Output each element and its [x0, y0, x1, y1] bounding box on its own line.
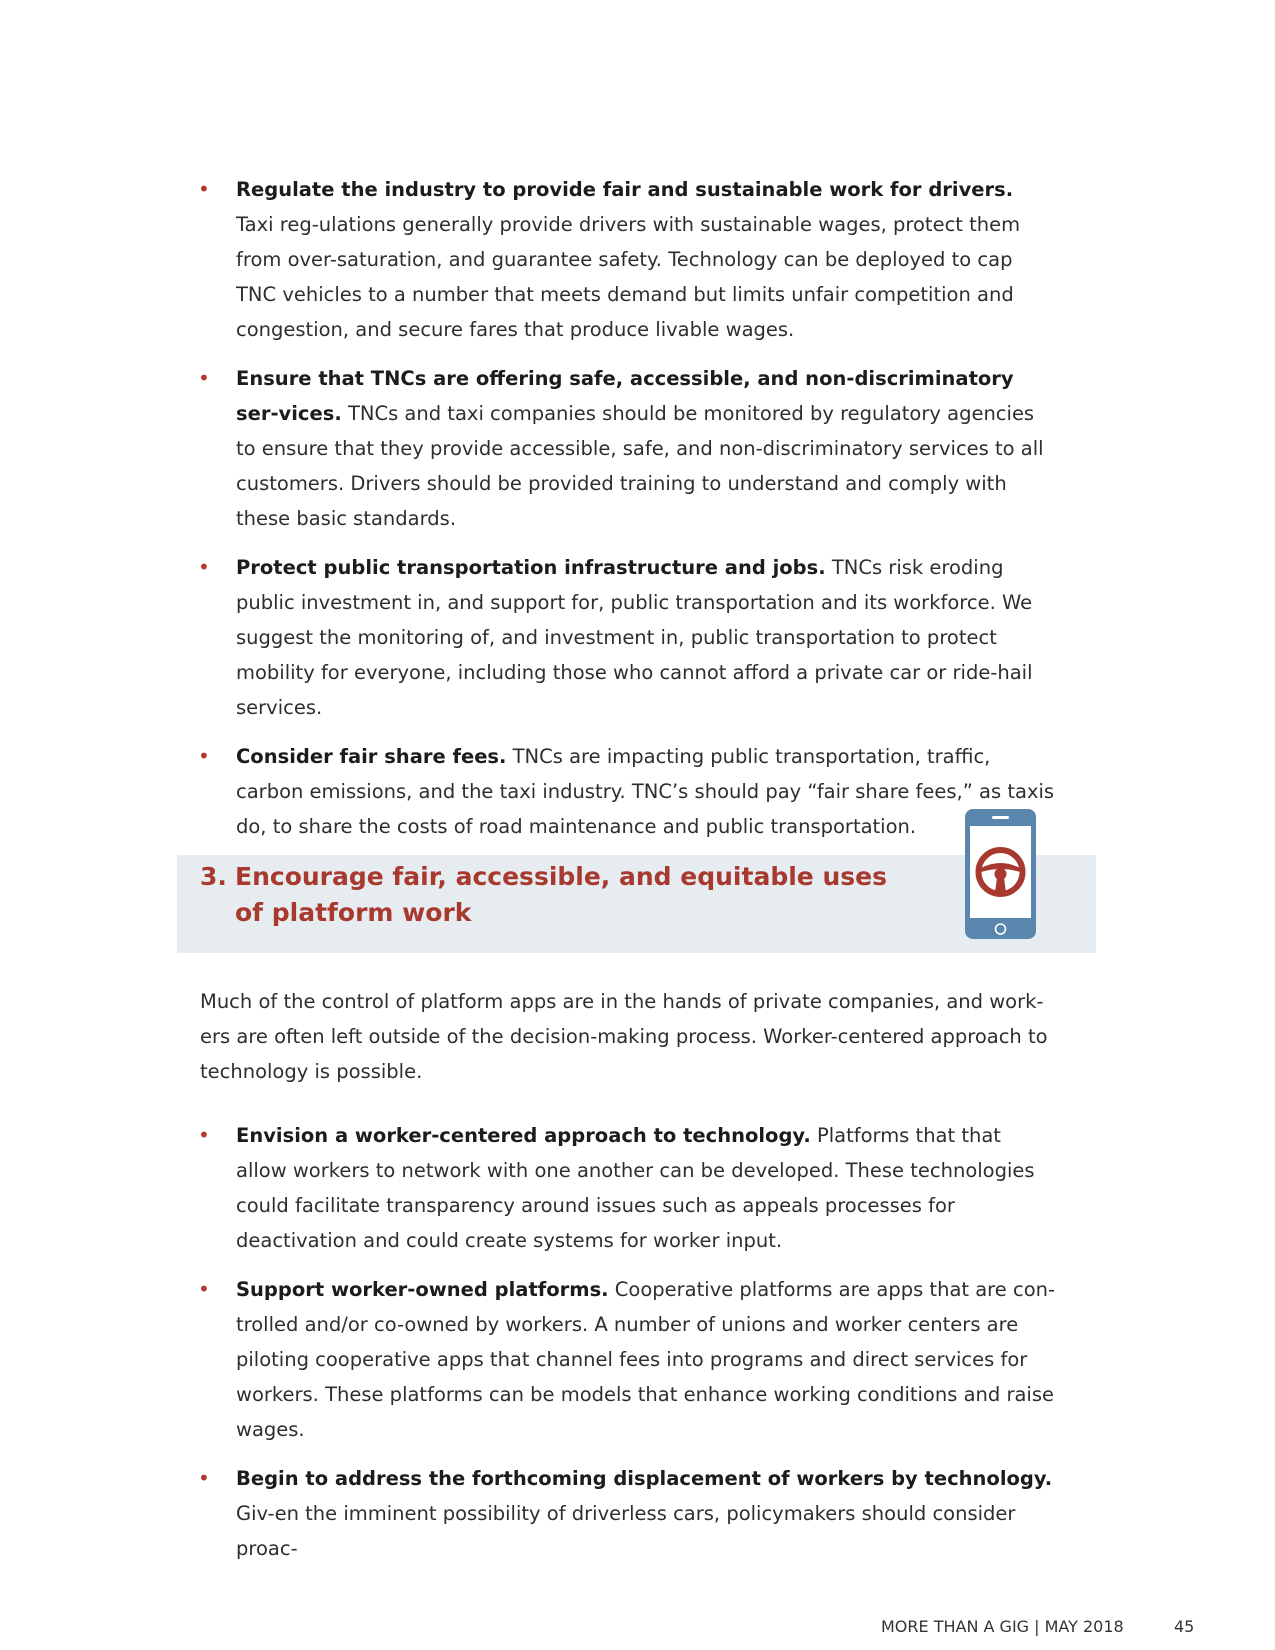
- bullet-icon: •: [198, 744, 210, 768]
- list-item: • Regulate the industry to provide fair and sustainable work for drivers. Taxi reg-ulations generally provide drivers with sustainable wages, protect them from over-saturation, and guarantee safety. Technology can be deployed to cap TNC vehicles to a number that meets demand but limits unfair competition and congestion, and secure fares that produce livable wages.: [0, 172, 1056, 347]
- bullet-icon: •: [198, 366, 210, 390]
- footer-title: MORE THAN A GIG | MAY 2018: [881, 1617, 1124, 1636]
- bullet-icon: •: [198, 555, 210, 579]
- list-item: • Consider fair share fees. TNCs are impacting public transportation, traffic, carbon emissions, and the taxi industry. TNC’s should pay “fair share fees,” as taxis do, to share the costs of road maintenance and public transportation.: [0, 739, 1056, 844]
- list-item: • Envision a worker-centered approach to technology. Platforms that that allow workers to network with one another can be developed. These technologies could facilitate transparency around issues such as appeals processes for deactivation and could create systems for worker input.: [0, 1118, 1056, 1258]
- bullet-list-top: [0, 172, 1275, 858]
- section-number: 3.: [200, 862, 227, 891]
- bullet-icon: •: [198, 1123, 210, 1147]
- bullet-icon: •: [198, 1277, 210, 1301]
- bullet-icon: •: [198, 177, 210, 201]
- section-heading: [200, 859, 920, 931]
- list-item: • Support worker-owned platforms. Cooperative platforms are apps that are con-trolled and/or co-owned by workers. A number of unions and worker centers are piloting cooperative apps that channel fees into programs and direct services for workers. These platforms can be models that enhance working conditions and raise wages.: [0, 1272, 1056, 1447]
- phone-steering-wheel-icon: [964, 808, 1037, 940]
- section-title: Encourage fair, accessible, and equitable uses of platform work: [235, 862, 887, 927]
- list-item: • Protect public transportation infrastructure and jobs. TNCs risk eroding public investment in, and support for, public transportation and its workforce. We suggest the monitoring of, and investment in, public transportation to protect mobility for everyone, including those who cannot afford a private car or ride-hail services.: [0, 550, 1056, 725]
- bullet-icon: •: [198, 1466, 210, 1490]
- page-number: 45: [1174, 1617, 1195, 1636]
- intro-paragraph: Much of the control of platform apps are in the hands of private companies, and work-ers are often left outside of the decision-making process. Worker-centered approach to technology is possible.: [200, 990, 1048, 1083]
- bullet-list-bottom: [0, 1118, 1275, 1580]
- list-item: • Ensure that TNCs are offering safe, accessible, and non-discriminatory ser-vices. TNCs and taxi companies should be monitored by regulatory agencies to ensure that they provide accessible, safe, and non-discriminatory services to all customers. Drivers should be provided training to understand and comply with these basic standards.: [0, 361, 1056, 536]
- list-item: • Begin to address the forthcoming displacement of workers by technology. Giv-en the imminent possibility of driverless cars, policymakers should consider proac-: [0, 1461, 1056, 1566]
